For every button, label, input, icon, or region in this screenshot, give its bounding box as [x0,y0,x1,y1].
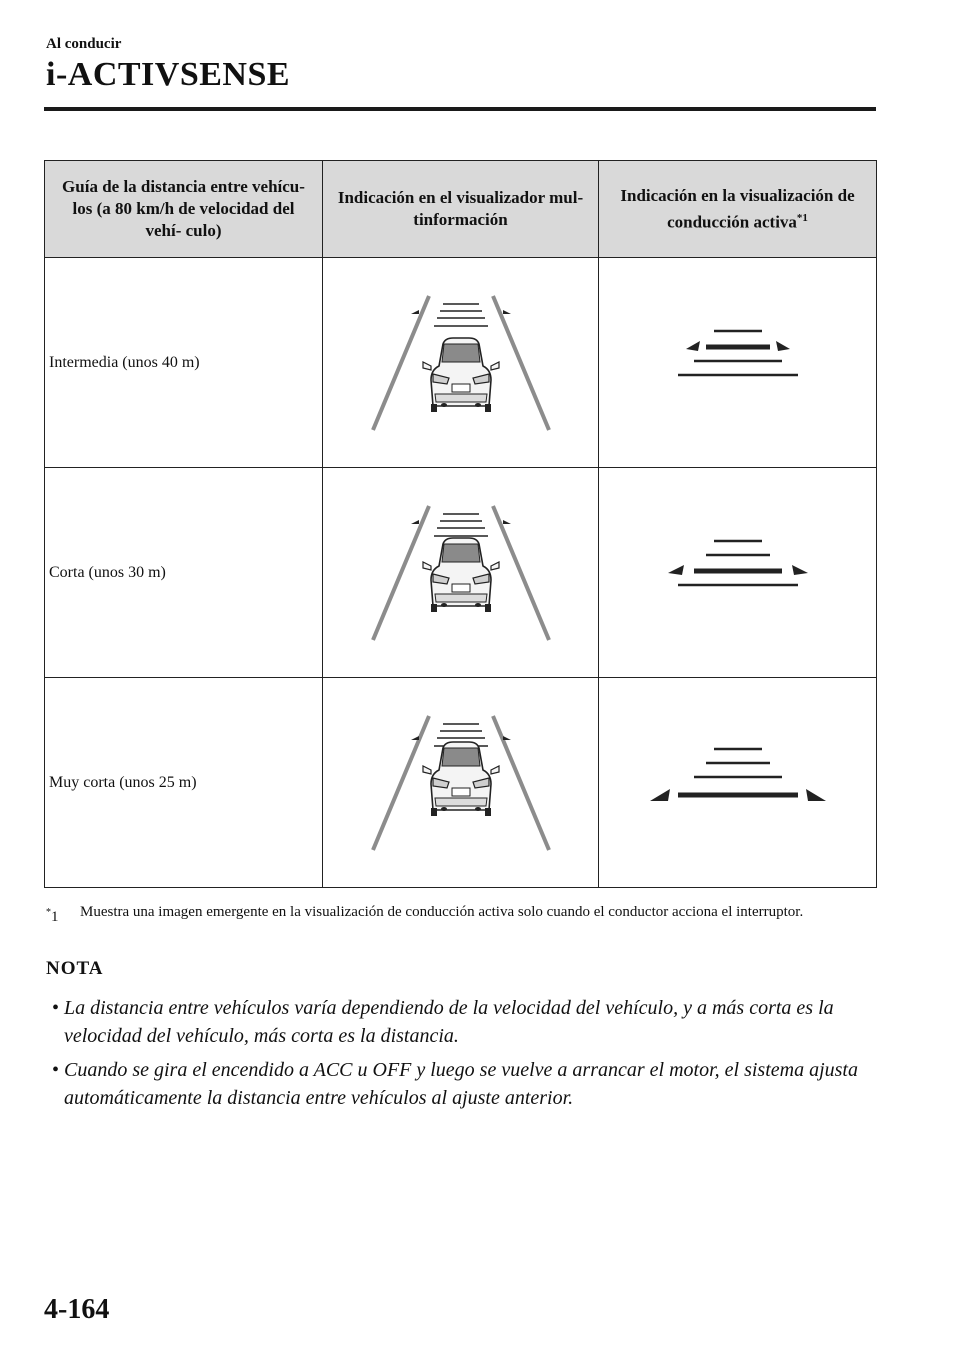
section-label: Al conducir [46,36,122,52]
bullet-icon: • [52,1059,60,1081]
multi-info-road-short-icon [361,498,561,648]
footnote [46,902,866,923]
header-active-driving-display [599,161,877,258]
distance-guide-table [44,160,877,888]
active-driving-short-icon [638,533,838,613]
nota-text: Cuando se gira el encendido a ACC u OFF y luego se vuelve a arrancar el motor, el sistema ajusta automáticamente la distancia entre vehículos al ajuste anterior. [64,1059,858,1109]
bullet-icon: • [52,997,60,1019]
nota-list [46,994,866,1118]
nota-heading: NOTA [46,958,104,979]
distance-label: Corta (unos 30 m) [45,468,323,678]
table-row [45,468,877,678]
list-item [46,1056,866,1112]
header-active-driving-text: Indicación en la visualización de conducción activa [620,185,855,232]
distance-label: Intermedia (unos 40 m) [45,258,323,468]
header-divider [44,107,876,111]
page-number: 4-164 [44,1294,110,1325]
multi-info-road-very-short-icon [361,708,561,858]
footnote-number: 1 [51,909,59,925]
list-item [46,994,866,1050]
nota-text: La distancia entre vehículos varía dependiendo de la velocidad del vehículo, y a más corta es la velocidad del vehículo, más corta es la distancia. [64,997,834,1047]
header-distance-guide: Guía de la distancia entre vehícu- los (a 80 km/h de velocidad del vehí- culo) [45,161,323,258]
active-driving-very-short-icon [628,743,848,823]
footnote-marker: * [46,907,51,918]
table-row [45,258,877,468]
footnote-ref: *1 [796,211,808,224]
page-title: i-ACTIVSENSE [46,56,291,93]
active-driving-intermediate-icon [638,323,838,403]
multi-info-road-intermediate-icon [361,288,561,438]
table-header-row [45,161,877,258]
distance-label: Muy corta (unos 25 m) [45,678,323,888]
header-multi-info-display: Indicación en el visualizador mul- tinformación [323,161,599,258]
footnote-text: Muestra una imagen emergente en la visualización de conducción activa solo cuando el conductor acciona el interruptor. [80,904,804,920]
table-row [45,678,877,888]
